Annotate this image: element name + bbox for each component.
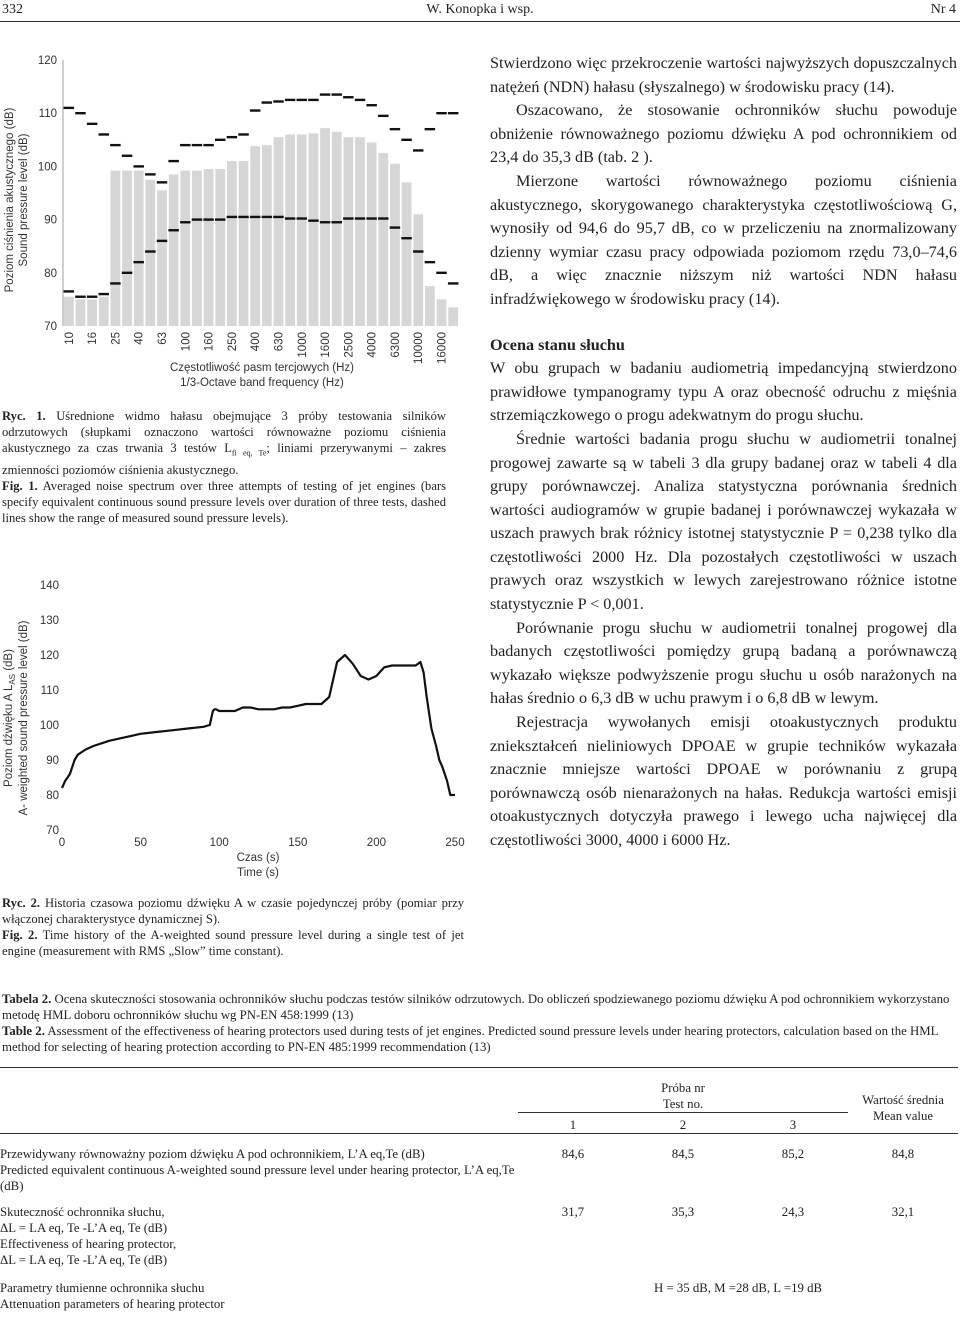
fig1-xtick-label: 160: [203, 332, 216, 352]
fig2-xtick-label: 250: [445, 837, 465, 849]
page-number: 332: [2, 2, 23, 17]
row1-label-en: Predicted equivalent continuous A-weighted sound pressure level under hearing protector, L’A eq,Te (dB): [0, 1163, 515, 1193]
table-2: [0, 1067, 958, 1312]
fig2-ytick-label: 120: [39, 650, 59, 662]
table-cell: 32,1: [891, 1205, 915, 1219]
fig1-xtick-label: 25: [110, 332, 123, 345]
table2-row-attenuation: [0, 1280, 958, 1312]
fig1-xtick-label: 250: [226, 332, 239, 352]
fig1-xtick-label: 2500: [343, 332, 356, 358]
fig2-xtick-label: 50: [134, 837, 147, 849]
fig1-bar: [320, 128, 330, 326]
header-rule: [0, 21, 960, 22]
table2-caption-pl: Ocena skuteczności stosowania ochronników słuchu podczas testów silników odrzutowych. Do obliczeń spodziewanego poziomu dźwięku A pod ochronnikiem wykorzystano metodę HML doboru ochronników słuchu wg PN-EN 458:1999 (13): [2, 992, 950, 1022]
table-cell: 84,8: [848, 1134, 958, 1205]
table-cell: 85,2: [738, 1134, 848, 1205]
fig1-bar: [76, 299, 86, 326]
paragraph-3: Mierzone wartości równoważnego poziomu ciśnienia akustycznego, skorygowanego charakterystyka częstotliwościową G, wynosiły od 94,6 do 95,7 dB, co w przeliczeniu na znormalizowany dzienny wymiar czasu pracy odpowiada poziomom rzędu 73,0–74,6 dB, a więc znacznie niższym niż wartości NDN hałasu infradźwiękowego w środowisku pracy (14).: [490, 171, 957, 308]
fig1-bar: [390, 164, 400, 326]
figure-2-caption: [2, 895, 464, 959]
fig1-ytick-label: 100: [37, 161, 57, 174]
fig1-y-ticks: [38, 55, 57, 333]
row2-formula: ΔL = LA eq, Te -L’A eq, Te (dB): [0, 1253, 168, 1267]
table-cell: 24,3: [781, 1205, 805, 1219]
fig1-bar: [448, 307, 458, 326]
fig1-bar: [297, 134, 307, 326]
fig1-xtick-label: 400: [250, 332, 263, 352]
fig2-label-pl: Ryc. 2.: [2, 896, 41, 910]
fig2-ytick-label: 100: [39, 720, 59, 732]
fig1-caption-pl-a: Uśrednione widmo hałasu obejmujące 3 próby testowania silników odrzutowych (słupkami oznaczono wartości równoważne poziomu ciśnienia akustycznego za czas trwania 3 testów L: [2, 409, 446, 455]
fig1-bar: [437, 299, 447, 326]
fig2-y-ticks: [40, 580, 59, 837]
fig2-xlabel-pl: Czas (s): [236, 852, 280, 864]
fig2-spl-line: [62, 655, 455, 795]
fig1-ylabel-pl: Poziom ciśnienia akustycznego (dB): [4, 107, 16, 293]
fig1-bar: [157, 190, 167, 326]
table2-header-mean: Wartość średnia Mean value: [848, 1068, 958, 1134]
paragraph-2: Oszacowano, że stosowanie ochronników słuchu powoduje obniżenie równoważnego poziomu dźwięku A pod ochronnikiem od 23,4 do 35,3 dB (tab. 2 ).: [490, 101, 957, 167]
fig1-bar: [343, 137, 353, 326]
fig1-bar: [111, 171, 121, 326]
table2-header-row: [0, 1068, 958, 1113]
fig1-xtick-label: 63: [157, 332, 169, 345]
fig1-bar: [87, 299, 97, 326]
fig1-bar: [145, 180, 155, 326]
fig1-bar: [134, 171, 144, 326]
paragraph-7: Rejestracja wywołanych emisji otoakustycznych produktu zniekształceń nieliniowych DPOAE w grupie techników wykazała znacznie mniejsze wartości DPOAE w porównaniu z grupą porównawczą osób nienarażonych na hałas. Redukcja wartości emisji otoakustycznych dotyczyła prawego i lewego ucha najwięcej dla częstotliwości 3000, 4000 i 6000 Hz.: [490, 713, 957, 849]
paragraph-4: W obu grupach w badaniu audiometrią impedancyjną stwierdzono prawidłowe tympanogramy typu A oraz obecność odruchu z mięśnia strzemiączkowego o progu adekwatnym do progu słuchu.: [490, 359, 957, 425]
trial-number: 2: [628, 1113, 738, 1134]
fig1-xtick-label: 6300: [389, 332, 402, 358]
fig2-xtick-label: 200: [366, 837, 386, 849]
issue-number: Nr 4: [930, 2, 956, 17]
fig1-caption-pl-b: ; liniami przerywanymi – zakres zmienności poziomów ciśnienia akustycznego.: [2, 441, 446, 477]
fig1-xtick-label: 100: [180, 332, 193, 352]
paragraph-6: Porównanie progu słuchu w audiometrii tonalnej progowej dla badanych częstotliwości pomiędzy grupą badaną a porównawczą wykazało większe podwyższenie progu słuchu u osób narażonych na hałas średnio o 6,3 dB w uchu prawym i o 6,8 dB w lewym.: [490, 618, 957, 708]
fig1-bar: [192, 171, 202, 326]
fig1-bar: [378, 153, 388, 326]
fig1-xtick-label: 16000: [436, 332, 449, 364]
fig2-xlabel-en: Time (s): [237, 867, 279, 879]
fig1-bar: [367, 142, 377, 326]
row2-label-en: Effectiveness of hearing protector,: [0, 1237, 177, 1251]
fig1-bar: [285, 134, 295, 326]
table-cell: 84,6: [518, 1134, 628, 1205]
fig1-bar: [239, 161, 249, 326]
fig1-xtick-label: 1600: [320, 332, 333, 358]
fig1-ytick-label: 70: [44, 321, 57, 333]
fig2-label-en: Fig. 2.: [2, 928, 38, 942]
fig1-bar: [413, 214, 423, 326]
fig1-bar: [215, 169, 225, 326]
fig2-xtick-label: 150: [288, 837, 308, 849]
fig1-bar: [64, 297, 74, 326]
fig1-bar: [99, 297, 109, 326]
fig2-ytick-label: 110: [40, 685, 59, 697]
fig1-ylabel-en: Sound pressure level (dB): [18, 133, 30, 267]
fig1-xtick-label: 10000: [413, 332, 426, 364]
running-header: [0, 0, 960, 20]
fig1-bar: [227, 161, 237, 326]
section-heading-hearing: Ocena stanu słuchu: [490, 335, 625, 354]
table2-caption-en: Assessment of the effectiveness of hearing protectors used during tests of jet engines. Predicted sound pressure levels under hearing protectors, calculation based on the HML method for selecting of hearing protection according to PN-EN 485:1999 recommendation (13): [2, 1024, 938, 1054]
fig1-bar: [355, 137, 365, 326]
fig1-xlabel-pl: Częstotliwość pasm tercjowych (Hz): [169, 362, 355, 374]
fig2-x-ticks: [59, 837, 465, 849]
table2-header-trial: Próba nr Test no.: [518, 1068, 848, 1113]
figure-1-spectrum-chart: [0, 40, 480, 400]
fig2-xtick-label: 0: [58, 837, 66, 849]
fig2-ytick-label: 130: [39, 615, 59, 627]
fig1-bar: [402, 182, 412, 326]
fig2-caption-pl: Historia czasowa poziomu dźwięku A w czasie pojedynczej próby (pomiar przy włączonej charakterystyce dynamicznej S).: [2, 896, 464, 926]
fig1-ytick-label: 110: [38, 108, 57, 121]
table2-label-en: Table 2.: [2, 1024, 45, 1038]
row2-formula: ΔL = LA eq, Te -L’A eq, Te (dB): [0, 1221, 168, 1235]
fig1-xtick-label: 630: [273, 332, 286, 352]
fig1-ytick-label: 80: [44, 267, 57, 280]
fig1-xtick-label: 40: [133, 332, 146, 345]
fig1-bar: [309, 133, 319, 326]
trial-number: 1: [518, 1113, 628, 1134]
table2-label-pl: Tabela 2.: [2, 992, 52, 1006]
figure-1-caption: [2, 408, 446, 526]
table-2-caption: [2, 991, 958, 1055]
running-authors: W. Konopka i wsp.: [426, 2, 534, 17]
fig1-ytick-label: 90: [44, 214, 57, 227]
row1-label-pl: Przewidywany równoważny poziom dźwięku A pod ochronnikiem, L’A eq,Te (dB): [0, 1147, 425, 1161]
paragraph-1: Stwierdzono więc przekroczenie wartości najwyższych dopuszczalnych natężeń (NDN) hałasu (słyszalnego) w środowisku pracy (14).: [490, 54, 957, 96]
trial-number: 3: [738, 1113, 848, 1134]
fig1-caption-en: Averaged noise spectrum over three attempts of testing of jet engines (bars specify equivalent continuous sound pressure levels over duration of three tests, dashed lines show the range of measured sound pressure levels).: [2, 478, 446, 525]
fig2-ytick-label: 90: [46, 755, 59, 767]
fig2-ytick-label: 70: [46, 825, 59, 837]
table-cell: 31,7: [561, 1205, 585, 1219]
fig1-bar: [169, 174, 179, 326]
figure-2-time-history-chart: [0, 570, 480, 886]
fig1-bar: [122, 171, 132, 326]
fig1-x-ticks: [64, 332, 449, 364]
fig2-ylabel-pl: Poziom dźwięku A $L_{AS}$ (dB): [3, 649, 17, 787]
fig1-caption-sub: fi eq, Te: [231, 448, 267, 458]
fig1-label-en: Fig. 1.: [2, 478, 38, 493]
fig1-xtick-label: 4000: [366, 332, 379, 358]
fig2-ytick-label: 80: [46, 790, 59, 802]
fig1-xtick-label: 1000: [296, 332, 309, 358]
fig1-bar: [274, 137, 284, 326]
fig1-bar: [425, 286, 435, 326]
fig1-bar: [262, 145, 272, 326]
table-cell: 84,5: [628, 1134, 738, 1205]
fig1-xtick-label: 16: [87, 332, 100, 345]
paragraph-5: Średnie wartości badania progu słuchu w audiometrii tonalnej progowej zawarte są w tabeli 3 dla grupy badanej oraz w tabeli 4 dla grupy porównawczej. Analiza statystyczna porównania średnich wartości audiogramów w grupie badanej i porównawczej wykazała w uszach prawych brak różnicy istotnej statystycznie P = 0,238 tylko dla częstotliwości 2000 Hz. Dla pozostałych częstotliwości w uszach prawych oraz wszystkich w lewych zarejestrowano różnice istotne statystycznie P < 0,001.: [490, 429, 957, 614]
fig1-xtick-label: 10: [63, 332, 76, 345]
fig1-bar: [204, 169, 214, 326]
row3-label-en: Attenuation parameters of hearing protector: [0, 1297, 225, 1311]
table2-trial-numbers-row: [0, 1113, 958, 1134]
right-column-text: [490, 52, 957, 853]
fig1-xlabel-en: 1/3-Octave band frequency (Hz): [180, 377, 344, 389]
table-cell: 35,3: [671, 1205, 695, 1219]
row3-value: H = 35 dB, M =28 dB, L =19 dB: [654, 1281, 822, 1295]
fig1-bar: [332, 132, 342, 326]
fig1-bar: [180, 171, 190, 326]
row3-label-pl: Parametry tłumienne ochronnika słuchu: [0, 1281, 205, 1295]
fig1-ytick-label: 120: [37, 55, 57, 67]
fig2-caption-en: Time history of the A-weighted sound pressure level during a single test of jet engine (measurement with RMS „Slow” time constant).: [2, 928, 464, 958]
table2-row-predicted-level: [0, 1134, 958, 1205]
row2-label-pl: Skuteczność ochronnika słuchu,: [0, 1205, 165, 1219]
fig2-xtick-label: 100: [209, 837, 229, 849]
fig2-ytick-label: 140: [39, 580, 59, 592]
fig2-ylabel-en: A- weighted sound pressure level (dB): [18, 620, 30, 816]
fig1-label-pl: Ryc. 1.: [2, 409, 46, 423]
fig1-bar: [250, 146, 260, 326]
table2-row-effectiveness: [0, 1204, 958, 1280]
